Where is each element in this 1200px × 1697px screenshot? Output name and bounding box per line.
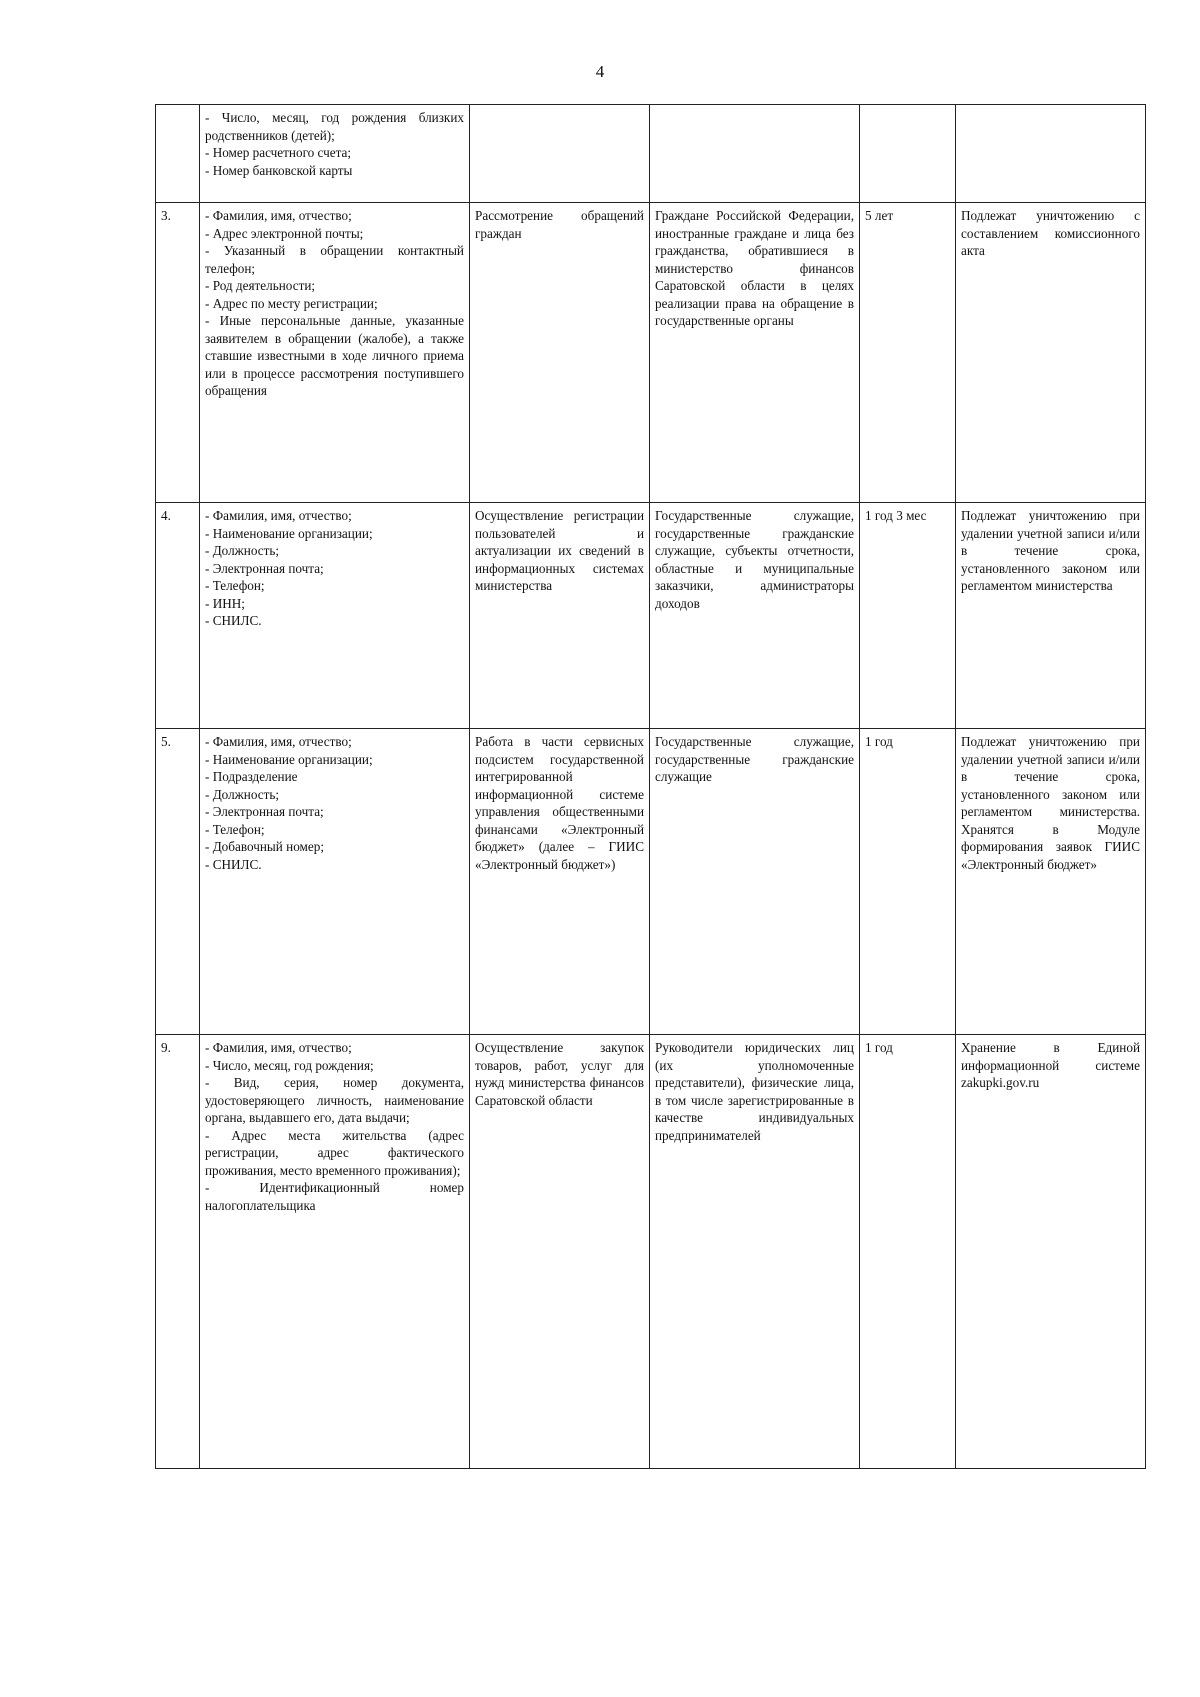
retention-period: 1 год 3 мес xyxy=(860,503,956,729)
processing-purpose: Работа в части сервисных подсистем государственной интегрированной информационной системе управления общественными финансами «Электронный бюджет» (далее – ГИИС «Электронный бюджет») xyxy=(470,729,650,1035)
list-item: - Фамилия, имя, отчество; xyxy=(205,734,352,749)
retention-action: Подлежат уничтожению при удалении учетной записи и/или в течение срока, установленного законом или регламентом министерства xyxy=(956,503,1146,729)
list-item: - Фамилия, имя, отчество; xyxy=(205,208,352,223)
row-number: 9. xyxy=(156,1035,200,1469)
retention-action: Хранение в Единой информационной системе zakupki.gov.ru xyxy=(956,1035,1146,1469)
list-item: - Добавочный номер; xyxy=(205,839,324,855)
personal-data-list xyxy=(200,503,470,729)
data-subjects: Государственные служащие, государственные гражданские служащие, субъекты отчетности, областные и муниципальные заказчики, администраторы доходов xyxy=(650,503,860,729)
list-item: - СНИЛС. xyxy=(205,856,262,872)
retention-action xyxy=(956,105,1146,203)
list-item: - Вид, серия, номер документа, удостоверяющего личность, наименование органа, выдавшего его, дата выдачи; xyxy=(205,1075,464,1126)
retention-period: 5 лет xyxy=(860,203,956,503)
list-item: - Телефон; xyxy=(205,578,265,594)
processing-purpose: Осуществление регистрации пользователей и актуализации их сведений в информационных системах министерства xyxy=(470,503,650,729)
row-number: 5. xyxy=(156,729,200,1035)
retention-period: 1 год xyxy=(860,729,956,1035)
table-row xyxy=(156,105,1146,203)
processing-purpose: Рассмотрение обращений граждан xyxy=(470,203,650,503)
processing-purpose xyxy=(470,105,650,203)
list-item: - Электронная почта; xyxy=(205,804,324,820)
row-number xyxy=(156,105,200,203)
personal-data-list xyxy=(200,729,470,1035)
row-number: 3. xyxy=(156,203,200,503)
list-item: - СНИЛС. xyxy=(205,613,262,629)
personal-data-list xyxy=(200,105,470,203)
list-item: - ИНН; xyxy=(205,595,245,611)
list-item: - Должность; xyxy=(205,543,280,559)
table-row xyxy=(156,729,1146,1035)
personal-data-list xyxy=(200,203,470,503)
processing-purpose: Осуществление закупок товаров, работ, услуг для нужд министерства финансов Саратовской области xyxy=(470,1035,650,1469)
retention-action: Подлежат уничтожению при удалении учетной записи и/или в течение срока, установленного законом или регламентом министерства. Хранятся в Модуле формирования заявок ГИИС «Электронный бюджет» xyxy=(956,729,1146,1035)
list-item: - Адрес электронной почты; xyxy=(205,225,364,241)
list-item: - Адрес по месту регистрации; xyxy=(205,295,378,311)
table-row xyxy=(156,1035,1146,1469)
list-item: - Адрес места жительства (адрес регистрации, адрес фактического проживания, место временного проживания); xyxy=(205,1127,464,1178)
list-item: - Наименование организации; xyxy=(205,751,373,767)
retention-period: 1 год xyxy=(860,1035,956,1469)
table-row xyxy=(156,503,1146,729)
list-item: - Должность; xyxy=(205,786,280,802)
page-number: 4 xyxy=(595,62,605,81)
list-item: - Номер расчетного счета; xyxy=(205,145,352,161)
list-item: - Род деятельности; xyxy=(205,278,316,294)
list-item: - Фамилия, имя, отчество; xyxy=(205,508,352,523)
personal-data-table xyxy=(155,104,1146,1469)
data-subjects: Руководители юридических лиц (их уполномоченные представители), физические лица, в том числе зарегистрированные в качестве индивидуальных предпринимателей xyxy=(650,1035,860,1469)
list-item: - Подразделение xyxy=(205,769,298,785)
retention-action: Подлежат уничтожению с составлением комиссионного акта xyxy=(956,203,1146,503)
list-item: - Электронная почта; xyxy=(205,560,324,576)
list-item: - Указанный в обращении контактный телефон; xyxy=(205,243,464,276)
table-body xyxy=(156,105,1146,1469)
list-item: - Телефон; xyxy=(205,821,265,837)
list-item: - Номер банковской карты xyxy=(205,162,353,178)
retention-period xyxy=(860,105,956,203)
data-subjects: Граждане Российской Федерации, иностранные граждане и лица без гражданства, обратившиеся в министерство финансов Саратовской области в целях реализации права на обращение в государственные органы xyxy=(650,203,860,503)
list-item: - Идентификационный номер налогоплательщика xyxy=(205,1180,464,1213)
list-item: - Число, месяц, год рождения; xyxy=(205,1057,374,1073)
list-item: - Иные персональные данные, указанные заявителем в обращении (жалобе), а также ставшие известными в ходе личного приема или в процессе рассмотрения поступившего обращения xyxy=(205,313,464,399)
personal-data-list xyxy=(200,1035,470,1469)
list-item: - Наименование организации; xyxy=(205,525,373,541)
table-row xyxy=(156,203,1146,503)
row-number: 4. xyxy=(156,503,200,729)
list-item: - Число, месяц, год рождения близких родственников (детей); xyxy=(205,110,464,143)
data-subjects: Государственные служащие, государственные гражданские служащие xyxy=(650,729,860,1035)
list-item: - Фамилия, имя, отчество; xyxy=(205,1040,352,1055)
data-subjects xyxy=(650,105,860,203)
